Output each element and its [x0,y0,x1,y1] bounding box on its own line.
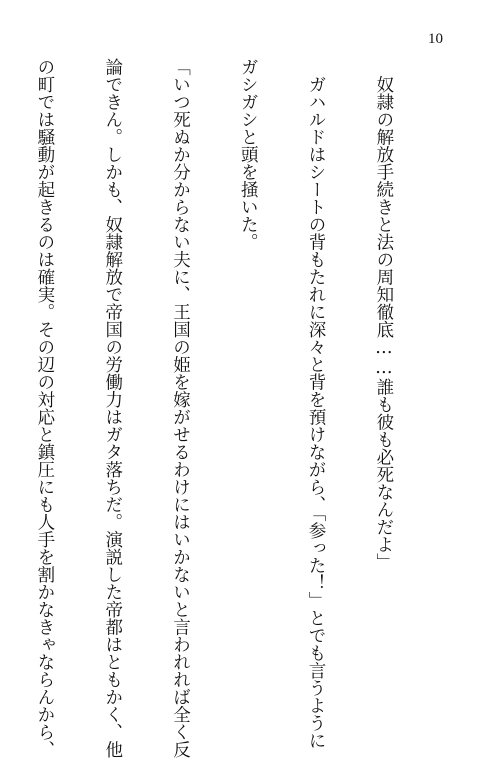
novel-text-block [0,58,440,758]
text-line: ガハルドはシートの背もたれに深々と背を預けながら、「参った！」とでも言うように [306,58,327,750]
text-line: 「いつ死ぬか分からない夫に、王国の姫を嫁がせるわけにはいかないと言われれば全く反 [170,58,191,758]
text-line: 奴隷の解放手続きと法の周知徹底……誰も彼も必死なんだよ」 [373,58,394,571]
text-line: の町では騒動が起きるのは確実。その辺の対応と鎮圧にも人手を割かなきゃならんから、 [34,58,55,758]
text-line: 論できん。しかも、奴隷解放で帝国の労働力はガタ落ちだ。演説した帝都はともかく、他 [102,58,123,758]
page-number: 10 [428,31,443,47]
text-line: ガシガシと頭を掻いた。 [238,58,259,251]
